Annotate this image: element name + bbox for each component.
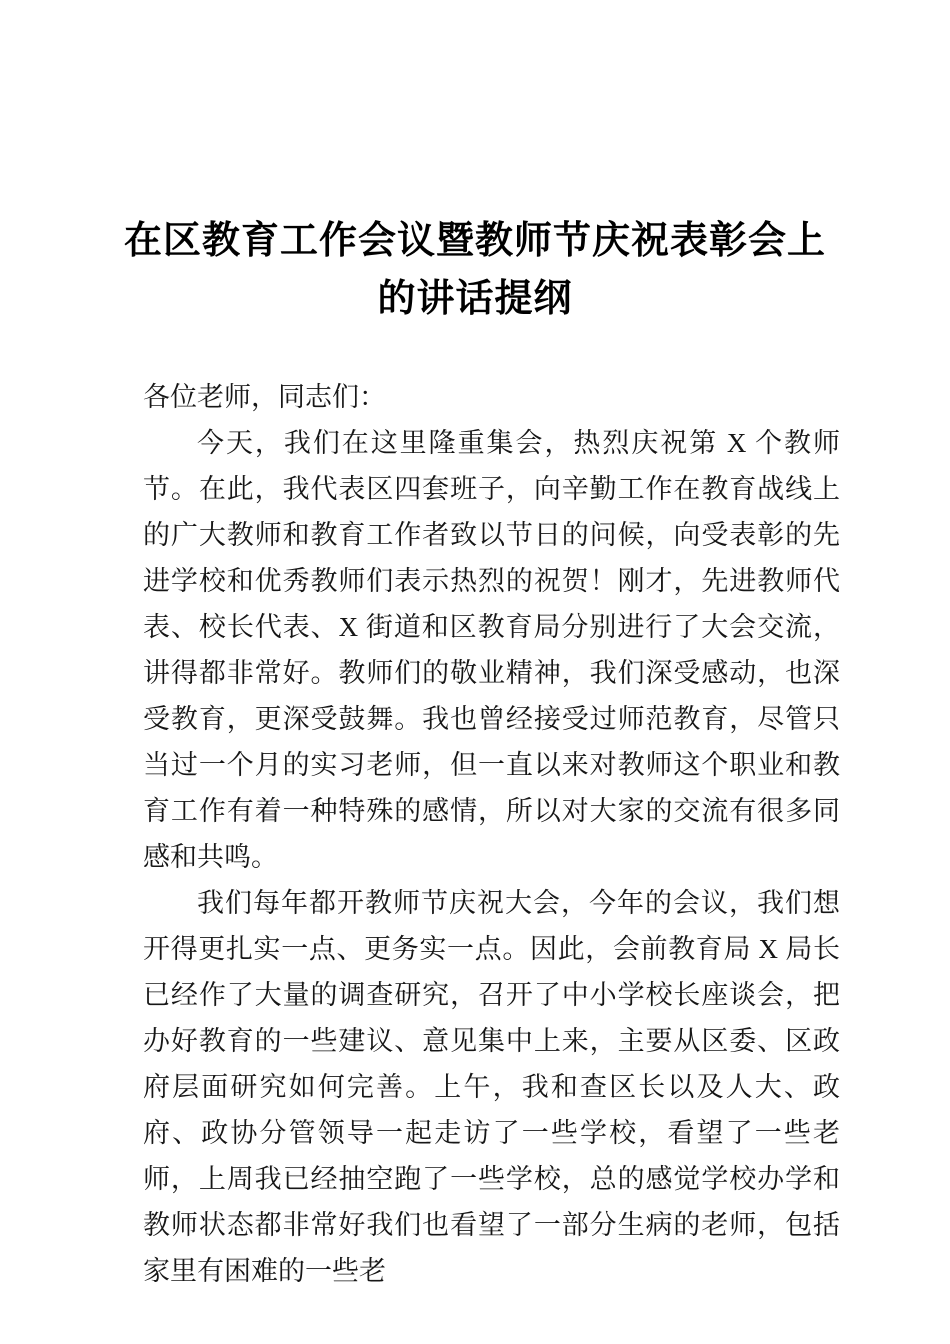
document-title-line-2: 的讲话提纲: [377, 278, 573, 320]
salutation-line: 各位老师，同志们：: [143, 382, 386, 412]
body-paragraph-1: 今天，我们在这里隆重集会，热烈庆祝第 X 个教师节。在此，我代表区四套班子，向辛勤工作在教育战线上的广大教师和教育工作者致以节日的问候，向受表彰的先进学校和优秀教师们表示热烈的祝贺！刚才，先进教师代表、校长代表、X 街道和区教育局分别进行了大会交流，讲得都非常好。教师们的敬业精神，我们深受感动，也深受教育，更深受鼓舞。我也曾经接受过师范教育，尽管只当过一个月的实习老师，但一直以来对教师这个职业和教育工作有着一种特殊的感情，所以对大家的交流有很多同感和共鸣。: [143, 428, 840, 872]
document-title: [95, 212, 855, 328]
body-paragraph-2: 我们每年都开教师节庆祝大会，今年的会议，我们想开得更扎实一点、更务实一点。因此，会前教育局 X 局长已经作了大量的调查研究，召开了中小学校长座谈会，把办好教育的一些建议、意见集中上来，主要从区委、区政府层面研究如何完善。上午，我和查区长以及人大、政府、政协分管领导一起走访了一些学校，看望了一些老师，上周我已经抽空跑了一些学校，总的感觉学校办学和教师状态都非常好我们也看望了一部分生病的老师，包括家里有困难的一些老: [143, 888, 840, 1286]
document-title-line-1: 在区教育工作会议暨教师节庆祝表彰会上: [123, 220, 826, 262]
document-body: [143, 374, 840, 1294]
